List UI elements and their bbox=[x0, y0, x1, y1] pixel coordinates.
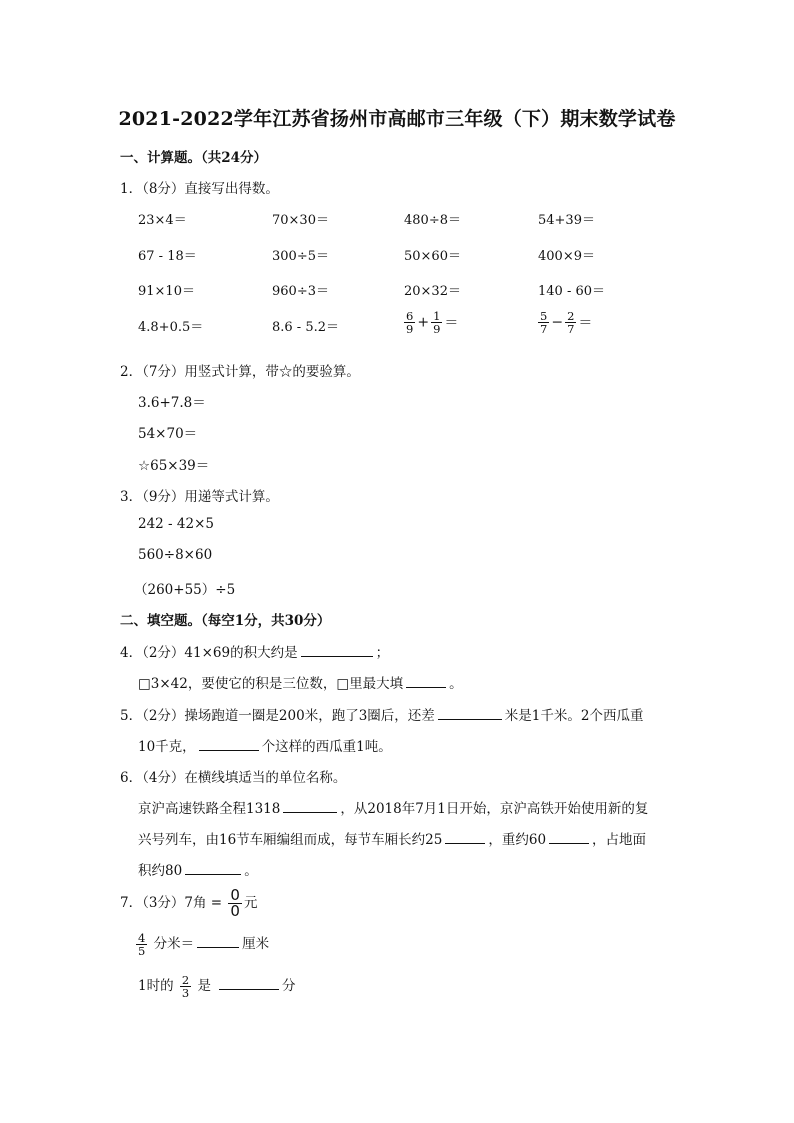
fraction: $\frac{6}{9}$ bbox=[406, 309, 414, 336]
q1-item: 70×30＝ bbox=[272, 213, 329, 228]
q1-item: 8.6 - 5.2＝ bbox=[272, 320, 340, 335]
answer-blank[interactable] bbox=[199, 738, 259, 751]
question-6-line-1: 京沪高速铁路全程1318 ，从2018年7月1日开始，京沪高铁开始使用新的复 bbox=[138, 801, 649, 817]
q1-item: 300÷5＝ bbox=[272, 249, 329, 264]
q1-item: 23×4＝ bbox=[138, 213, 187, 228]
section-fill-in-heading: 二、填空题。（每空1分，共30分） bbox=[120, 613, 331, 629]
q1-item: 67 - 18＝ bbox=[138, 249, 197, 264]
question-4-line-1: 4．（2分）41×69的积大约是 ； bbox=[120, 645, 390, 661]
q2-item: 3.6+7.8＝ bbox=[138, 395, 206, 411]
answer-blank[interactable] bbox=[301, 644, 373, 657]
question-4-line-2: □3×42，要使它的积是三位数，□里最大填 。 bbox=[138, 676, 463, 692]
page-title: 2021-2022学年江苏省扬州市高邮市三年级（下）期末数学试卷 bbox=[118, 108, 676, 130]
answer-blank[interactable] bbox=[197, 935, 239, 948]
fraction: $\frac{1}{9}$ bbox=[433, 309, 441, 336]
fraction: $\frac{4}{5}$ bbox=[138, 931, 146, 958]
q3-item: 560÷8×60 bbox=[138, 547, 213, 563]
question-5-line-1: 5．（2分）操场跑道一圈是200米，跑了3圈后，还差 米是1千米。2个西瓜重 bbox=[120, 708, 644, 724]
q2-item: ☆65×39＝ bbox=[138, 458, 210, 474]
answer-blank[interactable] bbox=[549, 831, 589, 844]
answer-blank[interactable] bbox=[283, 800, 337, 813]
q3-item: （260+55）÷5 bbox=[134, 582, 236, 598]
answer-blank[interactable] bbox=[445, 831, 485, 844]
fraction: $\frac{2}{3}$ bbox=[181, 973, 190, 1000]
q1-item: 140 - 60＝ bbox=[538, 284, 606, 299]
fraction: $\frac{2}{7}$ bbox=[567, 309, 575, 336]
q1-item: 960÷3＝ bbox=[272, 284, 329, 299]
answer-blank[interactable] bbox=[438, 707, 502, 720]
q1-item: 4.8+0.5＝ bbox=[138, 320, 204, 335]
question-1-text: 1．（8分）直接写出得数。 bbox=[120, 181, 279, 197]
q1-item: 20×32＝ bbox=[404, 284, 461, 299]
question-6-text: 6．（4分）在横线填适当的单位名称。 bbox=[120, 770, 347, 786]
question-2-text: 2．（7分）用竖式计算，带☆的要验算。 bbox=[120, 364, 360, 380]
fraction: $\frac{0}{0}$ bbox=[230, 886, 240, 920]
fraction: $\frac{5}{7}$ bbox=[540, 309, 548, 336]
answer-blank[interactable] bbox=[406, 675, 446, 688]
q1-item: 400×9＝ bbox=[538, 249, 595, 264]
answer-blank[interactable] bbox=[219, 977, 279, 990]
section-calculation-heading: 一、计算题。（共24分） bbox=[120, 150, 268, 166]
question-6-line-2: 兴号列车，由16节车厢编组而成，每节车厢长约25 ，重约60 ，占地面 bbox=[138, 832, 647, 848]
q1-fraction-addition: $\frac{6}{9}$ + $\frac{1}{9}$ ＝ bbox=[406, 309, 459, 336]
q1-item: 480÷8＝ bbox=[404, 213, 461, 228]
q1-item: 50×60＝ bbox=[404, 249, 461, 264]
question-6-line-3: 积约80 。 bbox=[138, 863, 258, 879]
q1-item: 54+39＝ bbox=[538, 213, 595, 228]
question-7-line-3: 1时的 $\frac{2}{3}$ 是 分 bbox=[138, 973, 296, 1000]
q3-item: 242 - 42×5 bbox=[138, 516, 214, 532]
question-7-line-2: $\frac{4}{5}$ 分米＝ 厘米 bbox=[138, 931, 270, 958]
q1-fraction-subtraction: $\frac{5}{7}$ − $\frac{2}{7}$ ＝ bbox=[540, 309, 593, 336]
question-7-line-1: 7．（3分）7角 = $\frac{0}{0}$ 元 bbox=[120, 886, 258, 920]
answer-blank[interactable] bbox=[185, 862, 241, 875]
q2-item: 54×70＝ bbox=[138, 426, 198, 442]
question-5-line-2: 10千克， 个这样的西瓜重1吨。 bbox=[138, 739, 392, 755]
q1-item: 91×10＝ bbox=[138, 284, 195, 299]
question-3-text: 3．（9分）用递等式计算。 bbox=[120, 489, 279, 505]
